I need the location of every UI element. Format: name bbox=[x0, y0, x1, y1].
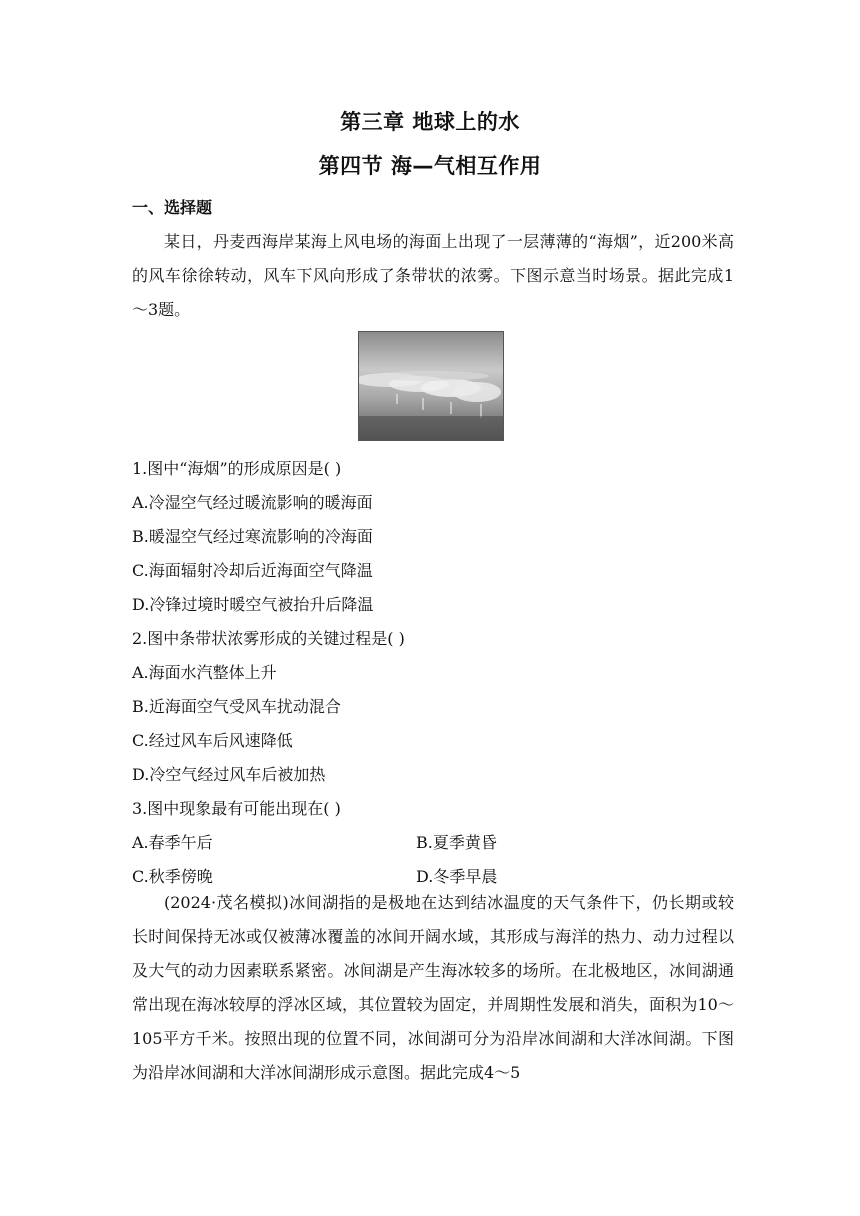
question-2-stem: 2.图中条带状浓雾形成的关键过程是( ) bbox=[132, 629, 405, 648]
question-3-option-a: A.春季午后 bbox=[132, 833, 213, 852]
part-heading: 一、选择题 bbox=[132, 198, 213, 217]
passage-polynya: (2024·茂名模拟)冰间湖指的是极地在达到结冰温度的天气条件下，仍长期或较长时间保持无冰或仅被薄冰覆盖的冰间开阔水域，其形成与海洋的热力、动力过程以及大气的动力因素联系紧密。冰间湖是产生海冰较多的场所。在北极地区，冰间湖通常出现在海冰较厚的浮冰区域，其位置较为固定，并周期性发展和消失，面积为10～105平方千米。按照出现的位置不同，冰间湖可分为沿岸冰间湖和大洋冰间湖。下图为沿岸冰间湖和大洋冰间湖形成示意图。据此完成4～5 bbox=[132, 893, 734, 1082]
question-2-option-c: C.经过风车后风速降低 bbox=[132, 731, 293, 750]
sea-fog-wind-farm-photo bbox=[358, 331, 504, 441]
question-3-option-b: B.夏季黄昏 bbox=[416, 833, 497, 852]
passage-intro: 某日，丹麦西海岸某海上风电场的海面上出现了一层薄薄的“海烟”，近200米高的风车徐徐转动，风车下风向形成了条带状的浓雾。下图示意当时场景。据此完成1～3题。 bbox=[132, 232, 734, 319]
question-1-option-a: A.冷湿空气经过暖流影响的暖海面 bbox=[132, 493, 373, 512]
question-3-option-d: D.冬季早晨 bbox=[416, 867, 498, 886]
question-2-option-a: A.海面水汽整体上升 bbox=[132, 663, 277, 682]
question-3-stem: 3.图中现象最有可能出现在( ) bbox=[132, 799, 341, 818]
question-1-option-d: D.冷锋过境时暖空气被抬升后降温 bbox=[132, 595, 374, 614]
question-2-option-d: D.冷空气经过风车后被加热 bbox=[132, 765, 326, 784]
question-1-option-b: B.暖湿空气经过寒流影响的冷海面 bbox=[132, 527, 373, 546]
question-1-option-c: C.海面辐射冷却后近海面空气降温 bbox=[132, 561, 373, 580]
sea-fog-illustration bbox=[359, 332, 503, 440]
question-1-stem: 1.图中“海烟”的形成原因是( ) bbox=[132, 459, 342, 478]
question-3-option-c: C.秋季傍晚 bbox=[132, 867, 213, 886]
chapter-title: 第三章 地球上的水 bbox=[340, 110, 520, 134]
question-2-option-b: B.近海面空气受风车扰动混合 bbox=[132, 697, 341, 716]
section-title: 第四节 海—气相互作用 bbox=[318, 154, 542, 178]
